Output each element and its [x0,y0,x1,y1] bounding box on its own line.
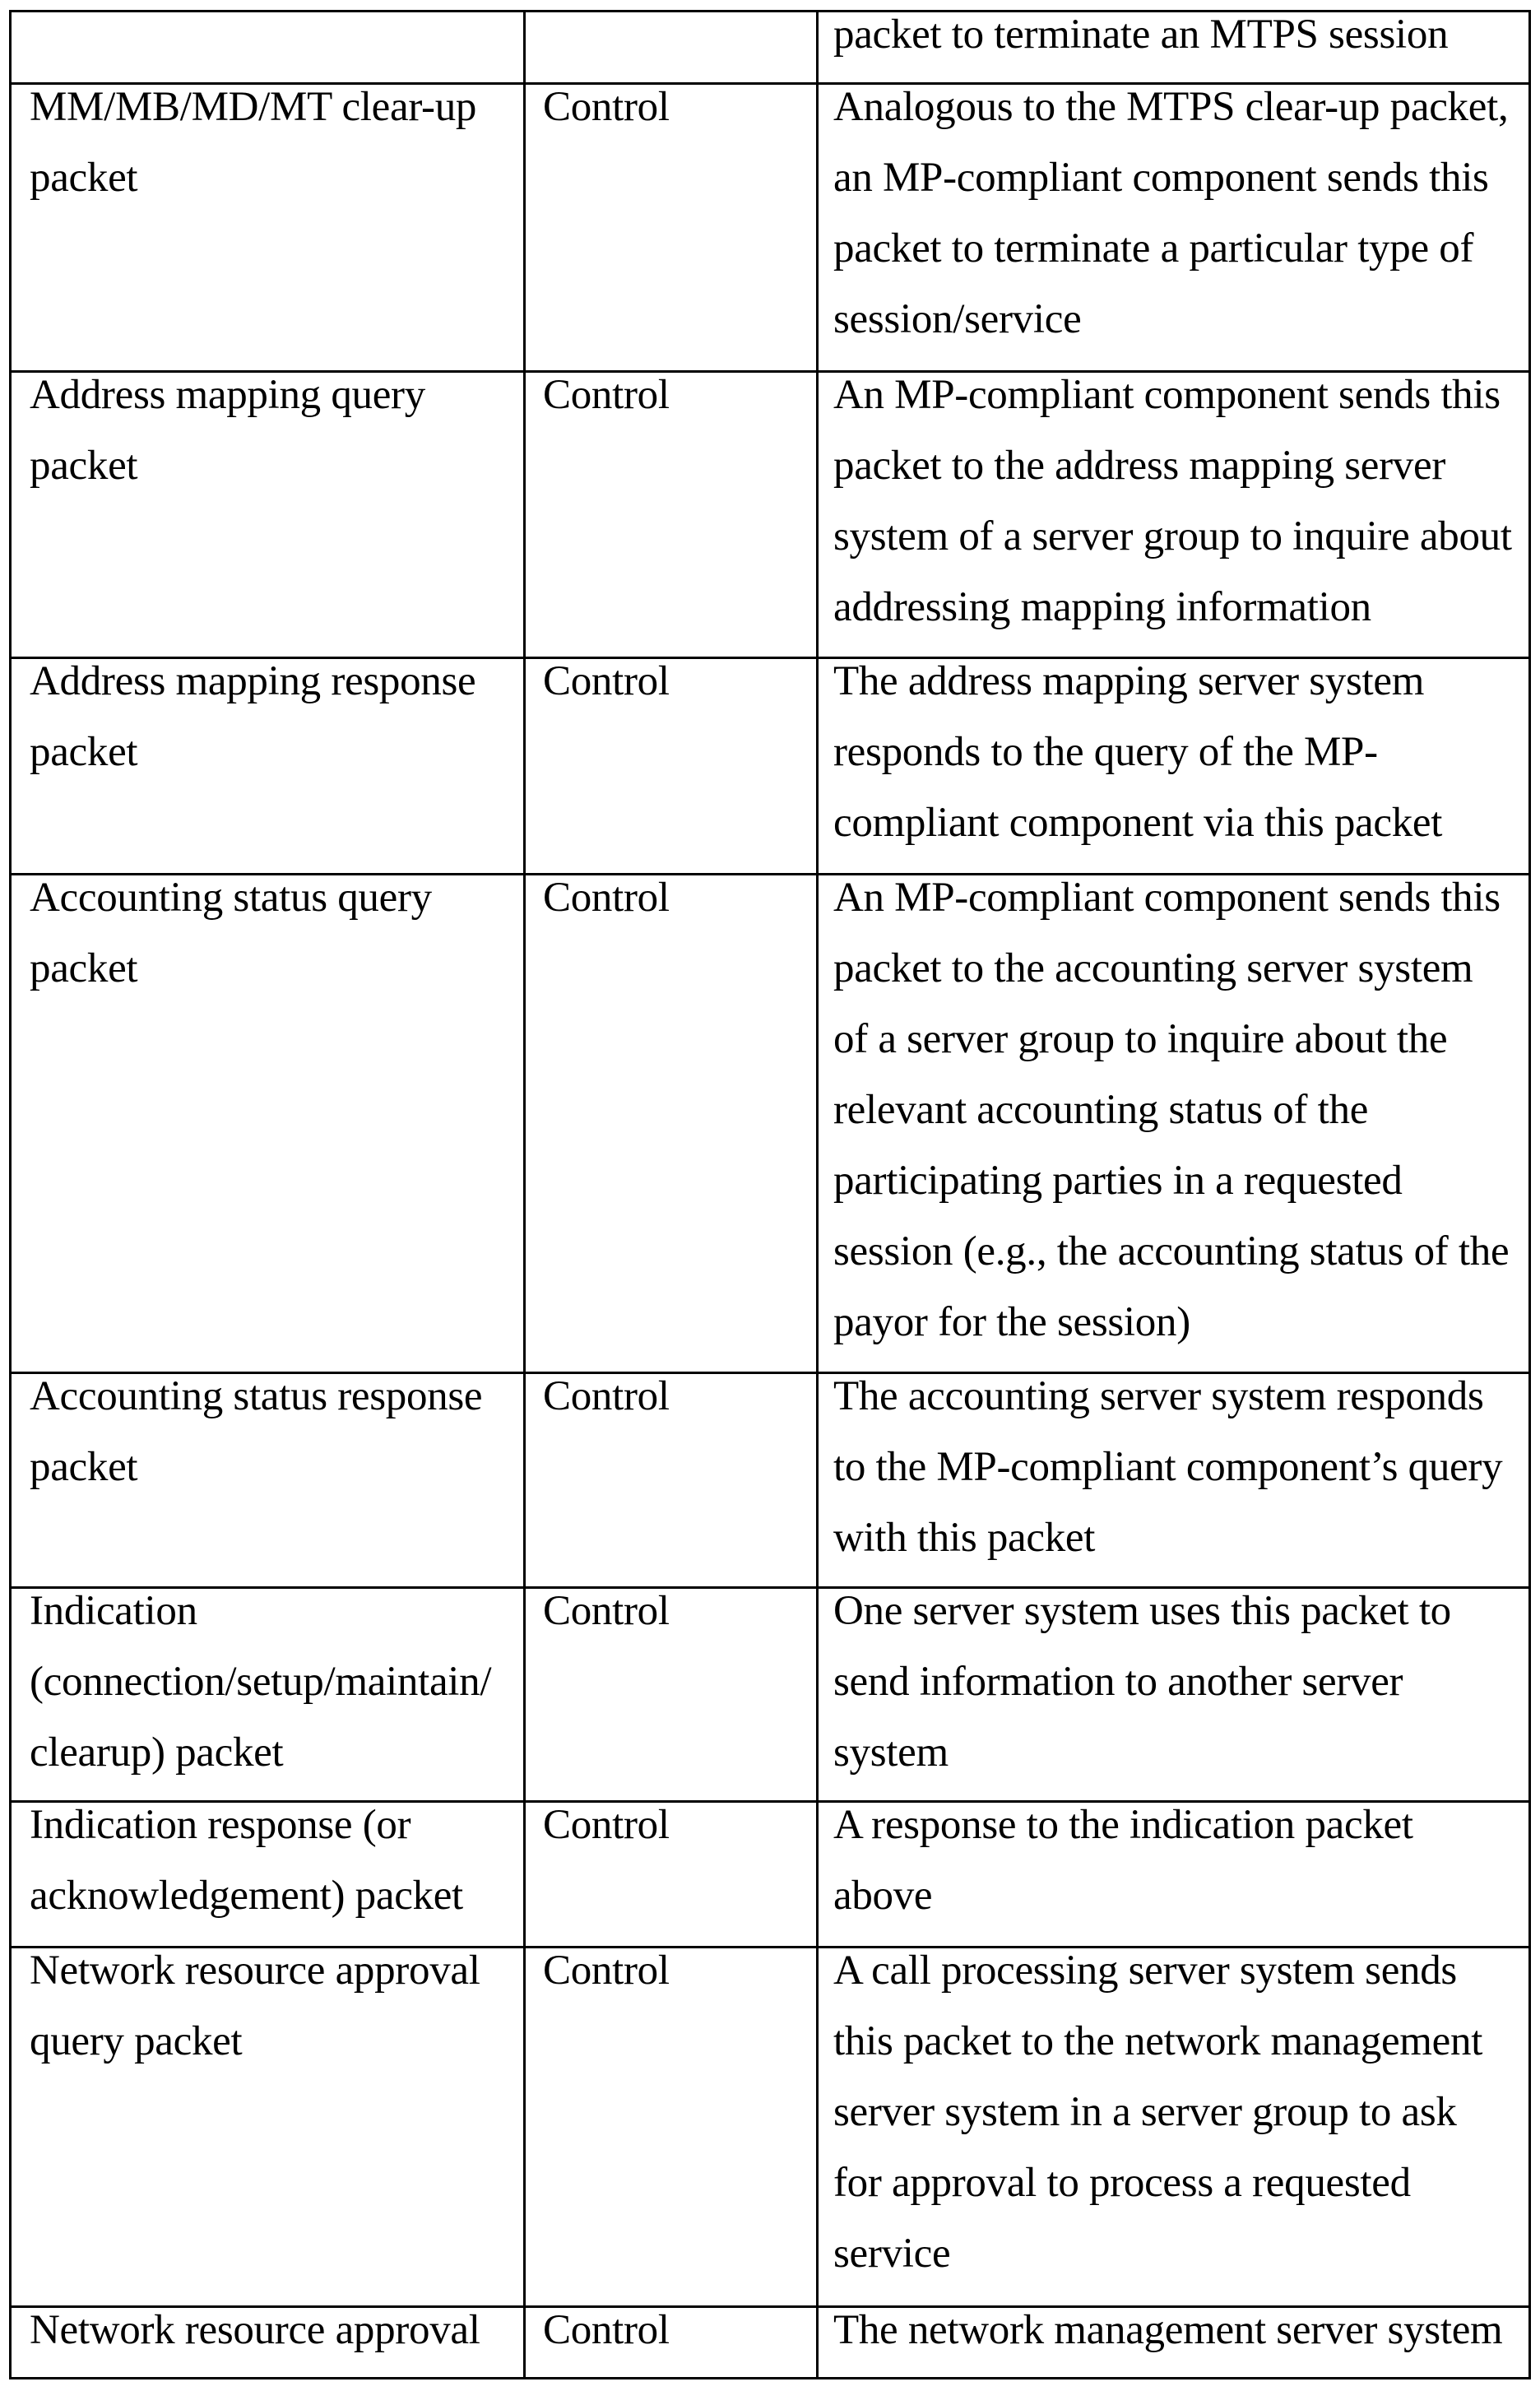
packet-type-cell [525,1588,818,1802]
packet-type-cell [525,12,818,84]
packet-description-cell [818,1802,1530,1948]
packet-type-label: Control [543,1373,670,1419]
packet-name-cell [11,875,525,1373]
packet-type [526,1948,816,2007]
packet-description-cell [818,12,1530,84]
packet-description-line: The address mapping server system [833,658,1425,704]
packet-type [526,1373,816,1432]
packet-name [12,1588,523,1789]
packet-description-line: session (e.g., the accounting status of the [833,1228,1510,1274]
packet-description [819,1948,1528,2290]
packet-type-cell [525,875,818,1373]
packet-name-line: Accounting status response [30,1373,483,1419]
packet-description [819,1802,1528,1932]
packet-name-line: packet [30,1444,138,1490]
packet-description-line: relevant accounting status of the [833,1087,1369,1133]
packet-name-line: Address mapping query [30,372,425,418]
table-row [11,12,1530,84]
packet-description-line: Analogous to the MTPS clear-up packet, [833,84,1509,130]
packet-name [12,2307,523,2366]
packet-description-line: this packet to the network management [833,2018,1483,2064]
table-row [11,1588,1530,1802]
packet-name-line: acknowledgement) packet [30,1873,463,1919]
packet-name-line: query packet [30,2018,243,2064]
packet-description-line: above [833,1873,933,1919]
packet-description-line: packet to the address mapping server [833,443,1446,489]
packet-name-line: Indication response (or [30,1802,411,1848]
packet-table-body [11,12,1530,2379]
packet-name [12,84,523,214]
packet-description-line: system of a server group to inquire about [833,513,1512,559]
packet-name-line: packet [30,729,138,775]
packet-type-label: Control [543,1588,670,1634]
packet-type-cell [525,1802,818,1948]
table-row [11,1802,1530,1948]
packet-name [12,1948,523,2078]
packet-type-label: Control [543,84,670,130]
packet-description-line: addressing mapping information [833,584,1371,630]
packet-name-line: packet [30,443,138,489]
packet-description-line: responds to the query of the MP- [833,729,1378,775]
packet-type-cell [525,1948,818,2307]
packet-name-line: Address mapping response [30,658,476,704]
packet-type-label: Control [543,372,670,418]
packet-type [526,2307,816,2366]
packet-name-cell [11,1373,525,1588]
packet-description-line: The accounting server system responds [833,1373,1484,1419]
packet-description [819,875,1528,1358]
packet-description-line: of a server group to inquire about the [833,1016,1448,1062]
packet-name-line: packet [30,155,138,201]
packet-description [819,84,1528,355]
packet-name-cell [11,1948,525,2307]
packet-type [526,1588,816,1647]
packet-name [12,1373,523,1503]
packet-name-cell [11,1588,525,1802]
packet-description [819,658,1528,859]
packet-name [12,658,523,788]
packet-name-cell [11,2307,525,2379]
packet-description [819,372,1528,643]
packet-name-line: (connection/setup/maintain/ [30,1659,492,1705]
table-row [11,658,1530,875]
packet-name-cell [11,372,525,658]
packet-name [12,1802,523,1932]
packet-name-cell [11,84,525,372]
packet-name-cell [11,1802,525,1948]
packet-description-cell [818,1373,1530,1588]
table-row [11,875,1530,1373]
packet-description-cell [818,658,1530,875]
packet-description-line: compliant component via this packet [833,800,1443,846]
packet-description-line: A response to the indication packet [833,1802,1413,1848]
packet-description [819,2307,1528,2366]
packet-name-line: clearup) packet [30,1729,284,1776]
table-row [11,1948,1530,2307]
packet-description-line: service [833,2231,951,2277]
packet-type [526,875,816,934]
packet-description-cell [818,1588,1530,1802]
packet-type-label: Control [543,875,670,921]
packet-description-cell [818,84,1530,372]
packet-description [819,12,1528,71]
packet-type-label: Control [543,2307,670,2353]
table-row [11,372,1530,658]
table-row [11,2307,1530,2379]
packet-description-line: packet to terminate a particular type of [833,225,1474,272]
packet-name-line: MM/MB/MD/MT clear-up [30,84,477,130]
packet-description-line: One server system uses this packet to [833,1588,1451,1634]
packet-description-cell [818,2307,1530,2379]
packet-description-cell [818,875,1530,1373]
packet-description-cell [818,372,1530,658]
packet-name-line: Accounting status query [30,875,432,921]
table-row [11,84,1530,372]
packet-name-line: Network resource approval [30,1948,480,1994]
packet-description-line: payor for the session) [833,1299,1190,1345]
packet-description-line: An MP-compliant component sends this [833,875,1501,921]
packet-description-line: for approval to process a requested [833,2160,1411,2206]
table-row [11,1373,1530,1588]
packet-type-cell [525,658,818,875]
packet-name-line: Indication [30,1588,197,1634]
packet-description-line: with this packet [833,1515,1096,1561]
packet-type [526,1802,816,1861]
packet-type [526,372,816,431]
packet-description-line: The network management server system [833,2307,1503,2353]
packet-description-line: packet to the accounting server system [833,945,1473,991]
packet-name-line: Network resource approval [30,2307,480,2353]
packet-description-line: packet to terminate an MTPS session [833,12,1449,58]
packet-type-label: Control [543,658,670,704]
packet-type-cell [525,1373,818,1588]
packet-name [12,875,523,1005]
packet-name [12,372,523,502]
packet-table [9,10,1531,2379]
packet-description-cell [818,1948,1530,2307]
packet-type [526,658,816,717]
packet-description-line: an MP-compliant component sends this [833,155,1489,201]
packet-description-line: session/service [833,296,1082,342]
packet-name-line: packet [30,945,138,991]
packet-description-line: A call processing server system sends [833,1948,1457,1994]
packet-description-line: send information to another server [833,1659,1403,1705]
packet-type-cell [525,2307,818,2379]
packet-type-cell [525,372,818,658]
packet-description [819,1373,1528,1574]
packet-name-cell [11,12,525,84]
packet-description [819,1588,1528,1789]
packet-description-line: participating parties in a requested [833,1158,1403,1204]
packet-type [526,84,816,143]
packet-description-line: system [833,1729,949,1776]
packet-type-cell [525,84,818,372]
packet-description-line: An MP-compliant component sends this [833,372,1501,418]
packet-description-line: to the MP-compliant component’s query [833,1444,1503,1490]
packet-description-line: server system in a server group to ask [833,2089,1457,2135]
packet-type-label: Control [543,1948,670,1994]
packet-type-label: Control [543,1802,670,1848]
packet-name-cell [11,658,525,875]
